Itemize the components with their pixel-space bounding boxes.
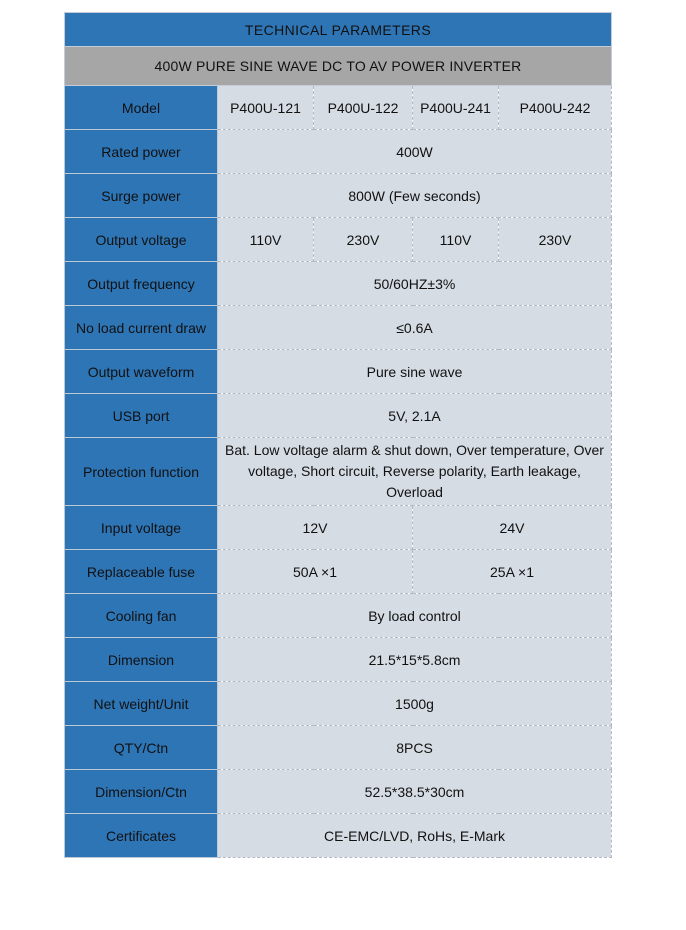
cell-value: Pure sine wave (218, 350, 612, 394)
cell-value: 110V (218, 218, 314, 262)
row-label: Dimension (65, 638, 218, 682)
table-row-net-weight-unit (65, 682, 612, 726)
technical-parameters-table (64, 12, 612, 858)
row-label: QTY/Ctn (65, 726, 218, 770)
cell-value: P400U-242 (499, 86, 612, 130)
table-row-output-voltage (65, 218, 612, 262)
table-row-certificates (65, 814, 612, 858)
row-label: Net weight/Unit (65, 682, 218, 726)
cell-value: 21.5*15*5.8cm (218, 638, 612, 682)
table-row-no-load-current-draw (65, 306, 612, 350)
row-label: No load current draw (65, 306, 218, 350)
row-label: Dimension/Ctn (65, 770, 218, 814)
table-row-output-frequency (65, 262, 612, 306)
row-label: Rated power (65, 130, 218, 174)
cell-value: 5V, 2.1A (218, 394, 612, 438)
cell-value: 230V (499, 218, 612, 262)
table-row-dimension-ctn (65, 770, 612, 814)
row-label: USB port (65, 394, 218, 438)
table-title: TECHNICAL PARAMETERS (65, 13, 612, 47)
row-label: Surge power (65, 174, 218, 218)
table-row-qty-ctn (65, 726, 612, 770)
row-label: Input voltage (65, 506, 218, 550)
table-row-model (65, 86, 612, 130)
cell-value: 110V (413, 218, 499, 262)
cell-value: 12V (218, 506, 413, 550)
row-label: Protection function (65, 438, 218, 506)
cell-value: 25A ×1 (413, 550, 612, 594)
cell-value: 8PCS (218, 726, 612, 770)
table-row-surge-power (65, 174, 612, 218)
row-label: Model (65, 86, 218, 130)
cell-value: 50/60HZ±3% (218, 262, 612, 306)
cell-value: Bat. Low voltage alarm & shut down, Over temperature, Over voltage, Short circuit, Reverse polarity, Earth leakage, Overload (218, 438, 612, 506)
row-label: Replaceable fuse (65, 550, 218, 594)
cell-value: CE-EMC/LVD, RoHs, E-Mark (218, 814, 612, 858)
table-title-row (65, 13, 612, 47)
table-row-rated-power (65, 130, 612, 174)
table-subtitle-row (65, 47, 612, 86)
cell-value: 24V (413, 506, 612, 550)
cell-value: 1500g (218, 682, 612, 726)
row-label: Certificates (65, 814, 218, 858)
cell-value: 230V (314, 218, 413, 262)
cell-value: 400W (218, 130, 612, 174)
row-label: Output voltage (65, 218, 218, 262)
row-label: Cooling fan (65, 594, 218, 638)
cell-value: 800W (Few seconds) (218, 174, 612, 218)
cell-value: 52.5*38.5*30cm (218, 770, 612, 814)
table-row-replaceable-fuse (65, 550, 612, 594)
row-label: Output waveform (65, 350, 218, 394)
cell-value: P400U-122 (314, 86, 413, 130)
cell-value: ≤0.6A (218, 306, 612, 350)
table-row-input-voltage (65, 506, 612, 550)
cell-value: P400U-241 (413, 86, 499, 130)
row-label: Output frequency (65, 262, 218, 306)
table-row-output-waveform (65, 350, 612, 394)
cell-value: P400U-121 (218, 86, 314, 130)
table-row-protection-function (65, 438, 612, 506)
cell-value: 50A ×1 (218, 550, 413, 594)
table-subtitle: 400W PURE SINE WAVE DC TO AV POWER INVERTER (65, 47, 612, 86)
table-row-dimension (65, 638, 612, 682)
cell-value: By load control (218, 594, 612, 638)
table-row-usb-port (65, 394, 612, 438)
table-row-cooling-fan (65, 594, 612, 638)
